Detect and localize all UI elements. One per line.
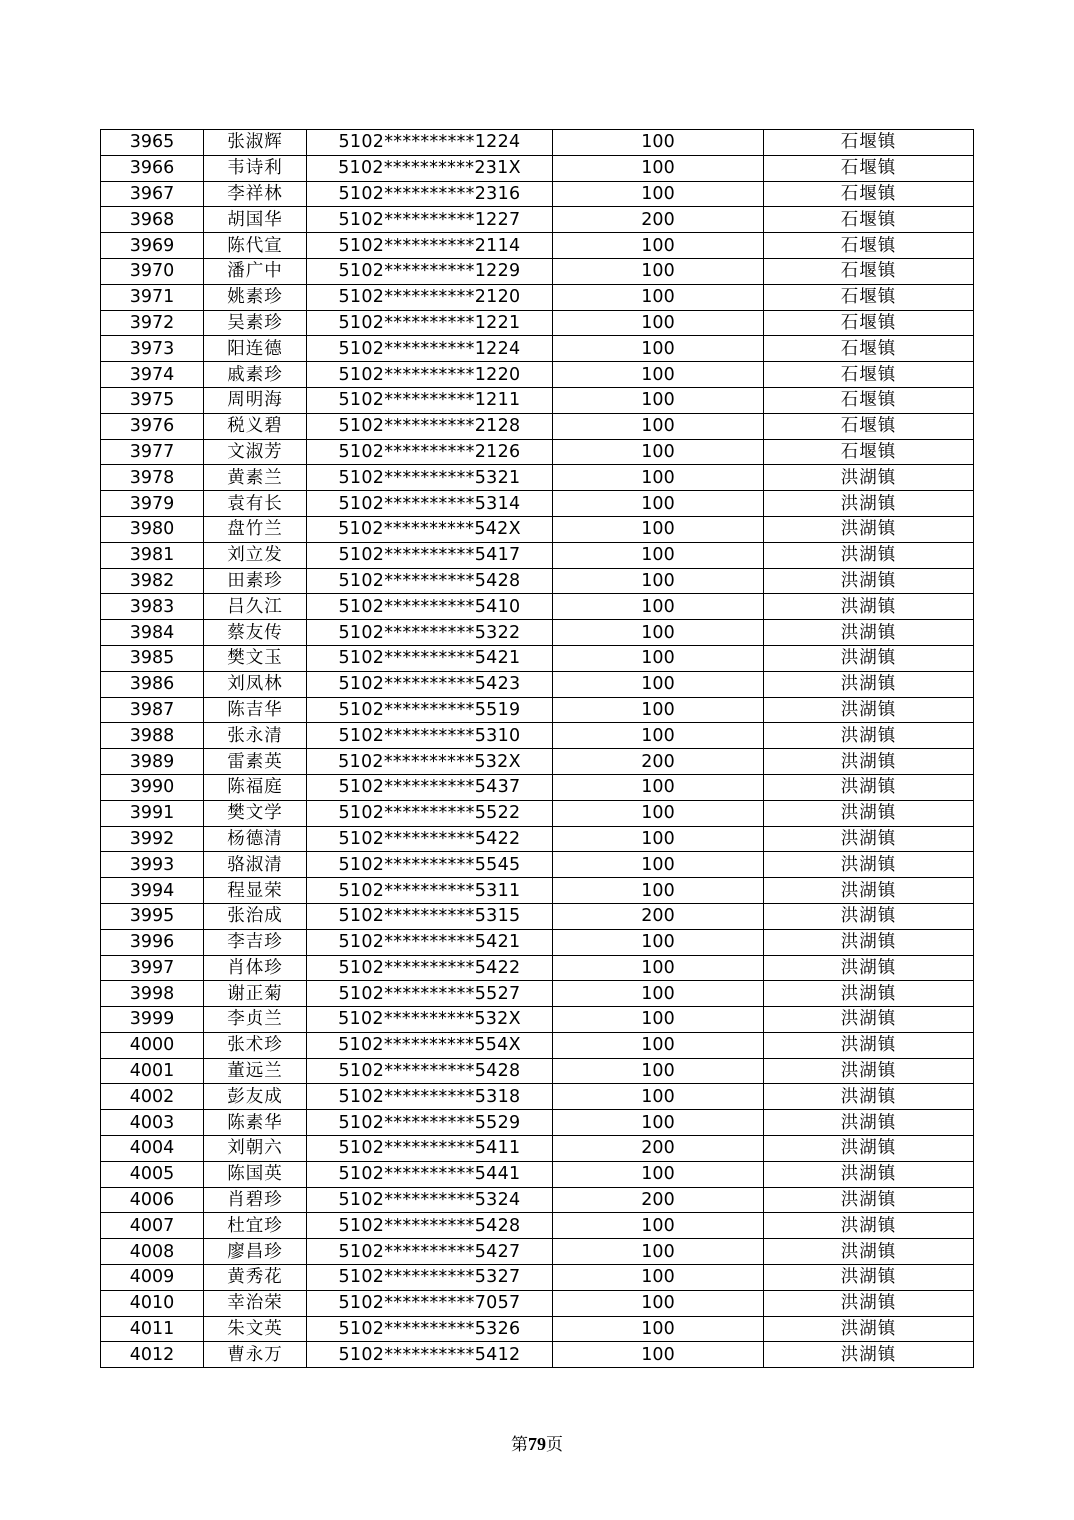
person-name-cell: 张治成 <box>204 903 307 929</box>
id-number-cell: 5102**********5324 <box>307 1187 553 1213</box>
town-cell: 洪湖镇 <box>764 568 974 594</box>
amount-cell: 200 <box>553 749 764 775</box>
row-number-cell: 3998 <box>101 981 204 1007</box>
table-row <box>101 955 974 981</box>
id-number-cell: 5102**********2316 <box>307 181 553 207</box>
person-name-cell: 董远兰 <box>204 1058 307 1084</box>
amount-cell: 100 <box>553 1290 764 1316</box>
person-name-cell: 胡国华 <box>204 207 307 233</box>
id-number-cell: 5102**********5421 <box>307 929 553 955</box>
row-number-cell: 4005 <box>101 1161 204 1187</box>
town-cell: 石堰镇 <box>764 181 974 207</box>
town-cell: 洪湖镇 <box>764 1110 974 1136</box>
person-name-cell: 文淑芳 <box>204 439 307 465</box>
id-number-cell: 5102**********532X <box>307 749 553 775</box>
row-number-cell: 3992 <box>101 826 204 852</box>
person-name-cell: 杨德清 <box>204 826 307 852</box>
person-name-cell: 蔡友传 <box>204 620 307 646</box>
row-number-cell: 4007 <box>101 1213 204 1239</box>
id-number-cell: 5102**********1211 <box>307 387 553 413</box>
id-number-cell: 5102**********5423 <box>307 671 553 697</box>
person-name-cell: 肖碧珍 <box>204 1187 307 1213</box>
table-row <box>101 1007 974 1033</box>
amount-cell: 100 <box>553 1084 764 1110</box>
town-cell: 石堰镇 <box>764 387 974 413</box>
table-row <box>101 800 974 826</box>
person-name-cell: 骆淑清 <box>204 852 307 878</box>
town-cell: 石堰镇 <box>764 284 974 310</box>
amount-cell: 100 <box>553 620 764 646</box>
person-name-cell: 张永清 <box>204 723 307 749</box>
table-row <box>101 1161 974 1187</box>
roster-table <box>100 129 974 1368</box>
row-number-cell: 3979 <box>101 491 204 517</box>
row-number-cell: 4004 <box>101 1136 204 1162</box>
id-number-cell: 5102**********2114 <box>307 233 553 259</box>
id-number-cell: 5102**********542X <box>307 516 553 542</box>
table-row <box>101 233 974 259</box>
amount-cell: 100 <box>553 1213 764 1239</box>
table-row <box>101 826 974 852</box>
table-row <box>101 723 974 749</box>
amount-cell: 100 <box>553 800 764 826</box>
table-row <box>101 1239 974 1265</box>
town-cell: 洪湖镇 <box>764 1213 974 1239</box>
person-name-cell: 李祥林 <box>204 181 307 207</box>
town-cell: 石堰镇 <box>764 310 974 336</box>
table-row <box>101 1290 974 1316</box>
person-name-cell: 阳连德 <box>204 336 307 362</box>
amount-cell: 100 <box>553 155 764 181</box>
person-name-cell: 程显荣 <box>204 878 307 904</box>
row-number-cell: 3986 <box>101 671 204 697</box>
person-name-cell: 黄素兰 <box>204 465 307 491</box>
amount-cell: 100 <box>553 336 764 362</box>
table-row <box>101 130 974 156</box>
row-number-cell: 3991 <box>101 800 204 826</box>
town-cell: 洪湖镇 <box>764 774 974 800</box>
town-cell: 石堰镇 <box>764 258 974 284</box>
id-number-cell: 5102**********5422 <box>307 955 553 981</box>
amount-cell: 100 <box>553 516 764 542</box>
person-name-cell: 廖昌珍 <box>204 1239 307 1265</box>
row-number-cell: 3965 <box>101 130 204 156</box>
table-row <box>101 1265 974 1291</box>
amount-cell: 100 <box>553 465 764 491</box>
town-cell: 洪湖镇 <box>764 1032 974 1058</box>
amount-cell: 100 <box>553 258 764 284</box>
table-row <box>101 207 974 233</box>
row-number-cell: 3969 <box>101 233 204 259</box>
id-number-cell: 5102**********5522 <box>307 800 553 826</box>
table-row <box>101 903 974 929</box>
amount-cell: 100 <box>553 387 764 413</box>
row-number-cell: 3988 <box>101 723 204 749</box>
row-number-cell: 3990 <box>101 774 204 800</box>
id-number-cell: 5102**********1224 <box>307 130 553 156</box>
amount-cell: 100 <box>553 1342 764 1368</box>
table-row <box>101 413 974 439</box>
town-cell: 石堰镇 <box>764 362 974 388</box>
person-name-cell: 盘竹兰 <box>204 516 307 542</box>
amount-cell: 100 <box>553 439 764 465</box>
id-number-cell: 5102**********5322 <box>307 620 553 646</box>
town-cell: 洪湖镇 <box>764 594 974 620</box>
table-row <box>101 542 974 568</box>
person-name-cell: 樊文玉 <box>204 645 307 671</box>
amount-cell: 100 <box>553 826 764 852</box>
row-number-cell: 3966 <box>101 155 204 181</box>
person-name-cell: 陈代宣 <box>204 233 307 259</box>
town-cell: 洪湖镇 <box>764 955 974 981</box>
id-number-cell: 5102**********1229 <box>307 258 553 284</box>
table-row <box>101 620 974 646</box>
row-number-cell: 3997 <box>101 955 204 981</box>
row-number-cell: 3977 <box>101 439 204 465</box>
town-cell: 洪湖镇 <box>764 620 974 646</box>
table-row <box>101 1084 974 1110</box>
amount-cell: 200 <box>553 903 764 929</box>
town-cell: 洪湖镇 <box>764 1239 974 1265</box>
town-cell: 洪湖镇 <box>764 1161 974 1187</box>
row-number-cell: 3978 <box>101 465 204 491</box>
id-number-cell: 5102**********5527 <box>307 981 553 1007</box>
amount-cell: 100 <box>553 1239 764 1265</box>
row-number-cell: 3975 <box>101 387 204 413</box>
town-cell: 石堰镇 <box>764 207 974 233</box>
person-name-cell: 曹永万 <box>204 1342 307 1368</box>
person-name-cell: 张术珍 <box>204 1032 307 1058</box>
town-cell: 洪湖镇 <box>764 929 974 955</box>
row-number-cell: 3970 <box>101 258 204 284</box>
person-name-cell: 幸治荣 <box>204 1290 307 1316</box>
amount-cell: 100 <box>553 284 764 310</box>
table-row <box>101 671 974 697</box>
id-number-cell: 5102**********5428 <box>307 568 553 594</box>
town-cell: 洪湖镇 <box>764 800 974 826</box>
amount-cell: 100 <box>553 697 764 723</box>
id-number-cell: 5102**********5315 <box>307 903 553 929</box>
row-number-cell: 4001 <box>101 1058 204 1084</box>
id-number-cell: 5102**********5318 <box>307 1084 553 1110</box>
town-cell: 洪湖镇 <box>764 1187 974 1213</box>
row-number-cell: 3994 <box>101 878 204 904</box>
id-number-cell: 5102**********5327 <box>307 1265 553 1291</box>
row-number-cell: 3967 <box>101 181 204 207</box>
person-name-cell: 彭友成 <box>204 1084 307 1110</box>
town-cell: 洪湖镇 <box>764 1265 974 1291</box>
row-number-cell: 4011 <box>101 1316 204 1342</box>
town-cell: 洪湖镇 <box>764 981 974 1007</box>
row-number-cell: 3993 <box>101 852 204 878</box>
town-cell: 洪湖镇 <box>764 1007 974 1033</box>
town-cell: 洪湖镇 <box>764 1058 974 1084</box>
amount-cell: 100 <box>553 774 764 800</box>
id-number-cell: 5102**********5421 <box>307 645 553 671</box>
town-cell: 石堰镇 <box>764 439 974 465</box>
person-name-cell: 陈素华 <box>204 1110 307 1136</box>
table-row <box>101 1316 974 1342</box>
id-number-cell: 5102**********5321 <box>307 465 553 491</box>
row-number-cell: 3987 <box>101 697 204 723</box>
id-number-cell: 5102**********5441 <box>307 1161 553 1187</box>
person-name-cell: 李贞兰 <box>204 1007 307 1033</box>
amount-cell: 100 <box>553 310 764 336</box>
amount-cell: 100 <box>553 1110 764 1136</box>
row-number-cell: 3976 <box>101 413 204 439</box>
amount-cell: 100 <box>553 413 764 439</box>
amount-cell: 100 <box>553 723 764 749</box>
person-name-cell: 姚素珍 <box>204 284 307 310</box>
person-name-cell: 潘广中 <box>204 258 307 284</box>
person-name-cell: 杜宜珍 <box>204 1213 307 1239</box>
roster-body <box>101 130 974 1368</box>
amount-cell: 100 <box>553 594 764 620</box>
id-number-cell: 5102**********5422 <box>307 826 553 852</box>
town-cell: 洪湖镇 <box>764 1084 974 1110</box>
town-cell: 洪湖镇 <box>764 723 974 749</box>
amount-cell: 100 <box>553 645 764 671</box>
id-number-cell: 5102**********5411 <box>307 1136 553 1162</box>
person-name-cell: 吕久江 <box>204 594 307 620</box>
id-number-cell: 5102**********2120 <box>307 284 553 310</box>
table-row <box>101 981 974 1007</box>
table-row <box>101 1213 974 1239</box>
person-name-cell: 陈福庭 <box>204 774 307 800</box>
table-row <box>101 284 974 310</box>
row-number-cell: 3984 <box>101 620 204 646</box>
row-number-cell: 3971 <box>101 284 204 310</box>
amount-cell: 100 <box>553 491 764 517</box>
amount-cell: 100 <box>553 878 764 904</box>
row-number-cell: 3974 <box>101 362 204 388</box>
row-number-cell: 4009 <box>101 1265 204 1291</box>
id-number-cell: 5102**********5428 <box>307 1213 553 1239</box>
person-name-cell: 陈吉华 <box>204 697 307 723</box>
town-cell: 洪湖镇 <box>764 671 974 697</box>
table-row <box>101 387 974 413</box>
row-number-cell: 3989 <box>101 749 204 775</box>
amount-cell: 100 <box>553 981 764 1007</box>
id-number-cell: 5102**********5545 <box>307 852 553 878</box>
town-cell: 洪湖镇 <box>764 1290 974 1316</box>
page-number: 79 <box>528 1434 546 1454</box>
town-cell: 洪湖镇 <box>764 542 974 568</box>
amount-cell: 100 <box>553 542 764 568</box>
town-cell: 洪湖镇 <box>764 645 974 671</box>
town-cell: 石堰镇 <box>764 413 974 439</box>
row-number-cell: 4006 <box>101 1187 204 1213</box>
table-row <box>101 491 974 517</box>
amount-cell: 100 <box>553 955 764 981</box>
table-row <box>101 1032 974 1058</box>
id-number-cell: 5102**********2128 <box>307 413 553 439</box>
person-name-cell: 税义碧 <box>204 413 307 439</box>
table-row <box>101 336 974 362</box>
row-number-cell: 3982 <box>101 568 204 594</box>
id-number-cell: 5102**********231X <box>307 155 553 181</box>
table-row <box>101 852 974 878</box>
person-name-cell: 谢正菊 <box>204 981 307 1007</box>
row-number-cell: 4012 <box>101 1342 204 1368</box>
id-number-cell: 5102**********554X <box>307 1032 553 1058</box>
person-name-cell: 朱文英 <box>204 1316 307 1342</box>
amount-cell: 100 <box>553 1032 764 1058</box>
table-row <box>101 1187 974 1213</box>
id-number-cell: 5102**********5437 <box>307 774 553 800</box>
id-number-cell: 5102**********5326 <box>307 1316 553 1342</box>
id-number-cell: 5102**********1220 <box>307 362 553 388</box>
id-number-cell: 5102**********2126 <box>307 439 553 465</box>
town-cell: 洪湖镇 <box>764 852 974 878</box>
row-number-cell: 3983 <box>101 594 204 620</box>
table-row <box>101 697 974 723</box>
row-number-cell: 4008 <box>101 1239 204 1265</box>
amount-cell: 200 <box>553 1187 764 1213</box>
person-name-cell: 黄秀花 <box>204 1265 307 1291</box>
id-number-cell: 5102**********532X <box>307 1007 553 1033</box>
town-cell: 洪湖镇 <box>764 1136 974 1162</box>
person-name-cell: 肖体珍 <box>204 955 307 981</box>
amount-cell: 100 <box>553 1316 764 1342</box>
row-number-cell: 4010 <box>101 1290 204 1316</box>
table-row <box>101 1342 974 1368</box>
id-number-cell: 5102**********1224 <box>307 336 553 362</box>
town-cell: 洪湖镇 <box>764 465 974 491</box>
amount-cell: 100 <box>553 233 764 259</box>
amount-cell: 100 <box>553 1058 764 1084</box>
row-number-cell: 3996 <box>101 929 204 955</box>
person-name-cell: 韦诗利 <box>204 155 307 181</box>
row-number-cell: 3981 <box>101 542 204 568</box>
row-number-cell: 3985 <box>101 645 204 671</box>
id-number-cell: 5102**********5428 <box>307 1058 553 1084</box>
person-name-cell: 田素珍 <box>204 568 307 594</box>
table-row <box>101 258 974 284</box>
town-cell: 洪湖镇 <box>764 491 974 517</box>
amount-cell: 200 <box>553 1136 764 1162</box>
row-number-cell: 3972 <box>101 310 204 336</box>
amount-cell: 100 <box>553 181 764 207</box>
id-number-cell: 5102**********1227 <box>307 207 553 233</box>
row-number-cell: 4002 <box>101 1084 204 1110</box>
person-name-cell: 刘朝六 <box>204 1136 307 1162</box>
town-cell: 石堰镇 <box>764 130 974 156</box>
person-name-cell: 雷素英 <box>204 749 307 775</box>
person-name-cell: 刘凤林 <box>204 671 307 697</box>
id-number-cell: 5102**********1221 <box>307 310 553 336</box>
row-number-cell: 3973 <box>101 336 204 362</box>
person-name-cell: 刘立发 <box>204 542 307 568</box>
id-number-cell: 5102**********5519 <box>307 697 553 723</box>
town-cell: 石堰镇 <box>764 336 974 362</box>
person-name-cell: 张淑辉 <box>204 130 307 156</box>
town-cell: 石堰镇 <box>764 233 974 259</box>
person-name-cell: 戚素珍 <box>204 362 307 388</box>
page-footer <box>0 1430 1074 1455</box>
person-name-cell: 周明海 <box>204 387 307 413</box>
person-name-cell: 李吉珍 <box>204 929 307 955</box>
table-row <box>101 516 974 542</box>
town-cell: 洪湖镇 <box>764 697 974 723</box>
table-row <box>101 1058 974 1084</box>
person-name-cell: 吴素珍 <box>204 310 307 336</box>
person-name-cell: 袁有长 <box>204 491 307 517</box>
table-row <box>101 1136 974 1162</box>
id-number-cell: 5102**********5314 <box>307 491 553 517</box>
amount-cell: 100 <box>553 1265 764 1291</box>
amount-cell: 100 <box>553 671 764 697</box>
town-cell: 洪湖镇 <box>764 903 974 929</box>
town-cell: 洪湖镇 <box>764 516 974 542</box>
person-name-cell: 陈国英 <box>204 1161 307 1187</box>
table-row <box>101 439 974 465</box>
amount-cell: 100 <box>553 130 764 156</box>
table-row <box>101 645 974 671</box>
amount-cell: 200 <box>553 207 764 233</box>
amount-cell: 100 <box>553 929 764 955</box>
row-number-cell: 4003 <box>101 1110 204 1136</box>
town-cell: 洪湖镇 <box>764 749 974 775</box>
footer-prefix: 第 <box>511 1435 528 1455</box>
row-number-cell: 3995 <box>101 903 204 929</box>
table-row <box>101 1110 974 1136</box>
amount-cell: 100 <box>553 852 764 878</box>
id-number-cell: 5102**********5417 <box>307 542 553 568</box>
id-number-cell: 5102**********5412 <box>307 1342 553 1368</box>
person-name-cell: 樊文学 <box>204 800 307 826</box>
row-number-cell: 3968 <box>101 207 204 233</box>
row-number-cell: 3999 <box>101 1007 204 1033</box>
table-row <box>101 362 974 388</box>
row-number-cell: 3980 <box>101 516 204 542</box>
town-cell: 洪湖镇 <box>764 878 974 904</box>
table-row <box>101 749 974 775</box>
table-row <box>101 181 974 207</box>
amount-cell: 100 <box>553 1161 764 1187</box>
id-number-cell: 5102**********7057 <box>307 1290 553 1316</box>
table-row <box>101 929 974 955</box>
table-row <box>101 155 974 181</box>
table-row <box>101 465 974 491</box>
id-number-cell: 5102**********5311 <box>307 878 553 904</box>
amount-cell: 100 <box>553 1007 764 1033</box>
amount-cell: 100 <box>553 362 764 388</box>
id-number-cell: 5102**********5310 <box>307 723 553 749</box>
town-cell: 洪湖镇 <box>764 1342 974 1368</box>
id-number-cell: 5102**********5410 <box>307 594 553 620</box>
amount-cell: 100 <box>553 568 764 594</box>
row-number-cell: 4000 <box>101 1032 204 1058</box>
town-cell: 洪湖镇 <box>764 1316 974 1342</box>
table-row <box>101 878 974 904</box>
footer-suffix: 页 <box>546 1435 563 1455</box>
table-row <box>101 774 974 800</box>
table-row <box>101 310 974 336</box>
town-cell: 石堰镇 <box>764 155 974 181</box>
id-number-cell: 5102**********5427 <box>307 1239 553 1265</box>
table-row <box>101 594 974 620</box>
table-row <box>101 568 974 594</box>
id-number-cell: 5102**********5529 <box>307 1110 553 1136</box>
town-cell: 洪湖镇 <box>764 826 974 852</box>
